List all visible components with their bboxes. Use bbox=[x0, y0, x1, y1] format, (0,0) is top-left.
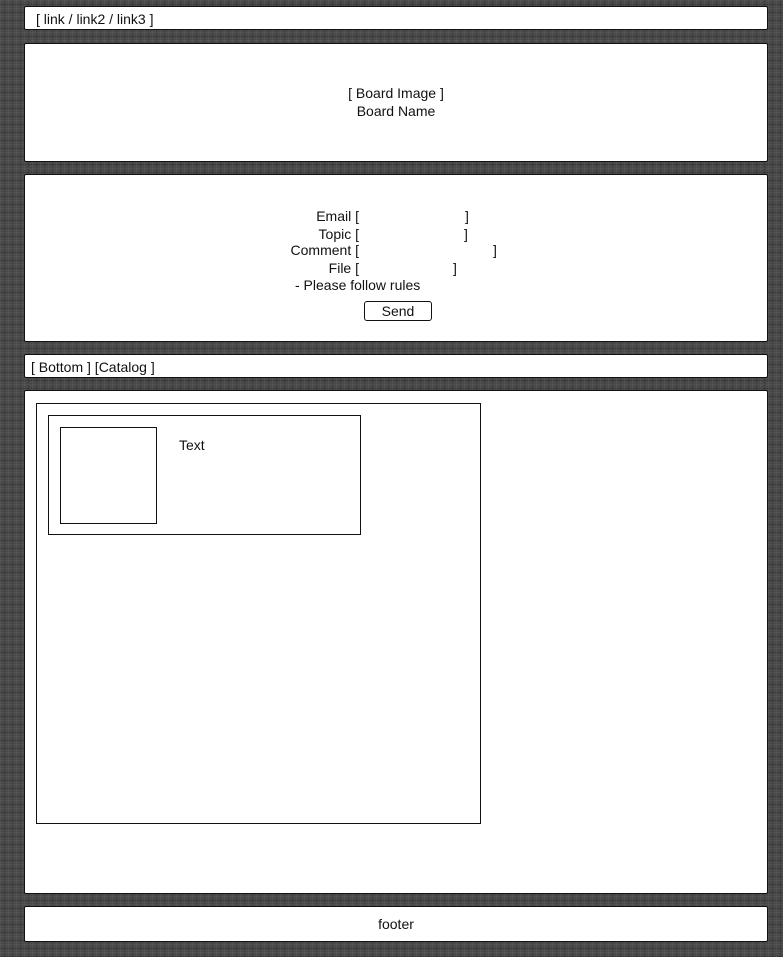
post-thumbnail[interactable] bbox=[60, 427, 157, 524]
main-content bbox=[24, 390, 768, 894]
bottom-catalog-links[interactable]: [ Bottom ] [Catalog ] bbox=[31, 359, 155, 375]
bottom-catalog-nav bbox=[24, 354, 768, 378]
rules-note: - Please follow rules bbox=[295, 277, 421, 293]
post-form bbox=[24, 174, 768, 342]
email-label: Email [ bbox=[316, 208, 359, 224]
send-button[interactable]: Send bbox=[364, 301, 432, 321]
thread-container bbox=[36, 403, 481, 824]
top-nav bbox=[24, 6, 768, 30]
topic-label: Topic [ bbox=[318, 226, 359, 242]
comment-label: Comment [ bbox=[290, 242, 359, 258]
footer bbox=[24, 906, 768, 942]
topic-field-end: ] bbox=[464, 226, 468, 242]
file-label: File [ bbox=[328, 260, 359, 276]
board-header bbox=[24, 43, 768, 162]
board-name: Board Name bbox=[356, 103, 436, 119]
footer-text: footer bbox=[378, 916, 414, 932]
board-image-placeholder: [ Board Image ] bbox=[348, 85, 444, 101]
post-text: Text bbox=[179, 437, 205, 453]
nav-links[interactable]: [ link / link2 / link3 ] bbox=[36, 11, 154, 27]
comment-field-end: ] bbox=[493, 242, 497, 258]
email-field-end: ] bbox=[465, 208, 469, 224]
file-field-end: ] bbox=[453, 260, 457, 276]
post-item[interactable] bbox=[48, 415, 361, 535]
